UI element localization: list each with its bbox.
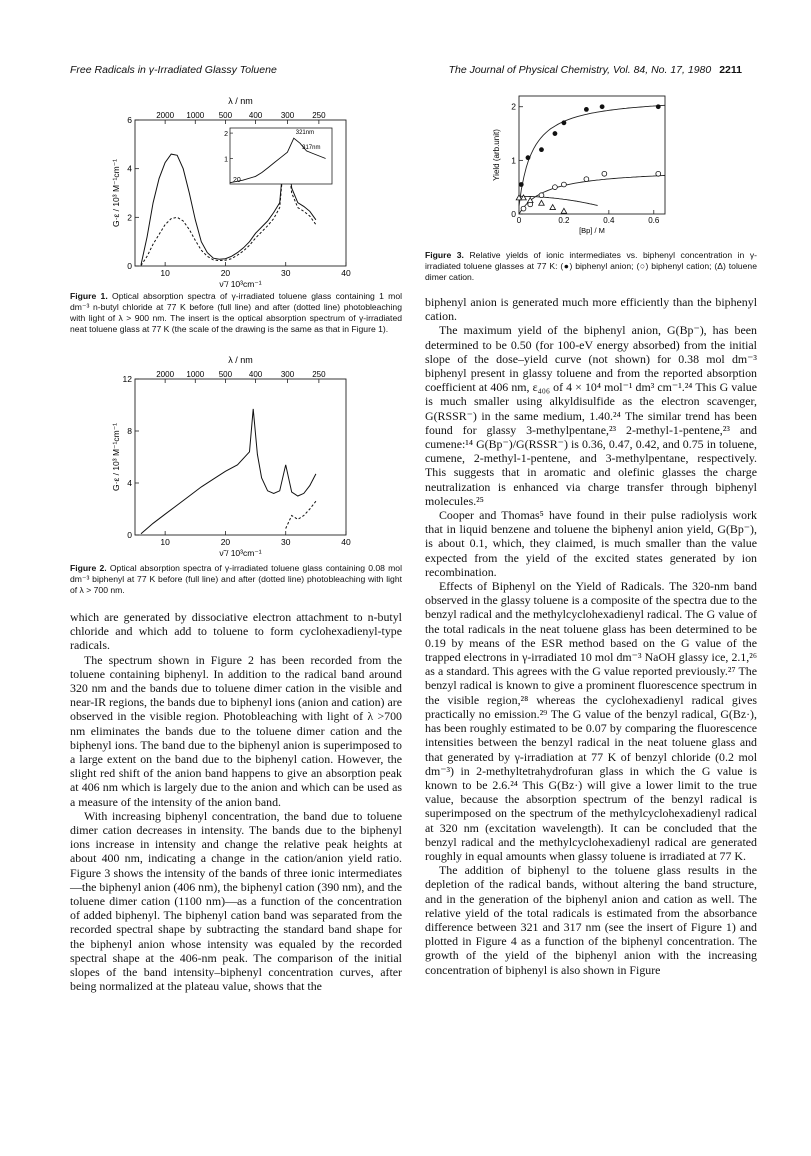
header-left: Free Radicals in γ-Irradiated Glassy Toluene: [70, 64, 277, 76]
paragraph: biphenyl anion is generated much more efficiently than the biphenyl cation.: [425, 295, 757, 324]
y-tick-label: 0: [127, 261, 132, 271]
y-tick-label: 0: [127, 530, 132, 540]
figure-1: [70, 88, 402, 335]
right-body-text: [425, 295, 757, 977]
top-tick-label: 300: [280, 111, 295, 120]
paragraph: The maximum yield of the biphenyl anion, G(Bp⁻), has been determined to be 0.50 (for 100-eV energy absorbed) from the initial slope of the dose–yield curve (not shown) for 0.38 mol dm⁻³ biphenyl present in glassy toluene and from the reported absorption coefficient at 406 nm, ε₄₀₆ of 4 × 10⁴ mol⁻¹ dm³ cm⁻¹.²⁴ This G value is much smaller using alkyldisulfide as the electron scavenger, G(RSSR⁻) in the same medium, 1.40.²⁴ The similar trend has been found for glassy 3-methylpentane,²³ 2-methyl-1-pentene,²³ and cumene:¹⁴ G(Bp⁻)/G(RSSR⁻) is 0.36, 0.47, 0.42, and 0.75 in toluene, cumene, 2-methyl-1-pentene, and 3-methylpentane, respectively. This suggests that in aromatic and olefinic glasses the charge neutralization is enhanced via charge transfer through biphenyl molecules.²⁵: [425, 323, 757, 508]
top-tick-label: 1000: [186, 370, 205, 379]
dimer-data-point: [527, 198, 533, 203]
top-tick-label: 250: [312, 111, 326, 120]
y-tick-label: 2: [511, 101, 516, 112]
left-column: [70, 88, 402, 993]
top-tick-label: 300: [280, 370, 295, 379]
y-tick-label: 2: [127, 212, 132, 223]
x-tick-label: 40: [341, 268, 351, 278]
top-tick-label: 250: [312, 370, 326, 379]
x-tick-label: 30: [280, 268, 291, 278]
dotted-spectrum-line: [286, 501, 316, 528]
right-column: [425, 88, 757, 977]
running-header: [70, 64, 742, 80]
journal-citation: The Journal of Physical Chemistry, Vol. 84, No. 17, 1980: [448, 64, 712, 76]
y-tick-label: 6: [127, 115, 132, 125]
top-tick-label: 400: [248, 370, 263, 379]
x-axis-label: ν̃ / 10³cm⁻¹: [219, 548, 262, 558]
y-tick-label: 1: [511, 155, 516, 166]
top-axis-label: λ / nm: [228, 355, 253, 365]
figure-2-label: Figure 2.: [70, 563, 107, 573]
figure-2-caption-text: Optical absorption spectra of γ-irradiated toluene glass containing 0.08 mol dm⁻³ biphenyl at 77 K before (full line) and after (dotted line) photobleaching with light of λ > 700 nm.: [70, 563, 402, 595]
solid-spectrum-line: [141, 409, 316, 534]
top-tick-label: 500: [218, 370, 233, 379]
cation-data-point: [553, 185, 558, 190]
figure-2-plot: [70, 349, 402, 559]
cation-data-point: [521, 206, 526, 211]
left-body-text: [70, 610, 402, 993]
figure-1-caption-text: Optical absorption spectra of γ-irradiated toluene glass containing 1 mol dm⁻³ n-butyl chloride at 77 K before (full line) and after (dotted line) photobleaching with light of λ > 900 nm. The insert is the optical absorption spectrum of γ-irradiated neat toluene glass at 77 K (the scale of the drawing is the same as that in Figure 1).: [70, 291, 403, 334]
paragraph: The addition of biphenyl to the toluene glass results in the depletion of the radical bands, without altering the band structure, and in the generation of the biphenyl anion and cation as well. The relative yield of the total radicals is estimated from the absorbance difference between 321 and 317 nm (see the insert of Figure 1) and plotted in Figure 4 as a function of the biphenyl concentration. The growth of the yield of the biphenyl anion with the increasing concentration of biphenyl is also shown in Figure: [425, 863, 757, 977]
dimer-data-point: [550, 205, 556, 210]
cation-data-point: [602, 171, 607, 176]
x-tick-label: 0.4: [603, 216, 615, 225]
dimer-data-point: [561, 208, 567, 213]
figure-2-caption: [70, 563, 402, 596]
anion-data-point: [584, 107, 589, 112]
inset-frame: [230, 128, 332, 184]
x-axis-label: ν̃ / 10³cm⁻¹: [219, 279, 262, 288]
y-axis-label: Yield (arb.unit): [492, 129, 501, 181]
anion-fit-curve: [519, 105, 665, 206]
y-axis-label: G·ε / 10³ M⁻¹cm⁻¹: [111, 158, 121, 228]
inset-y-tick-label: 1: [224, 156, 228, 164]
inset-x-tick-label: 20: [233, 177, 241, 184]
anion-data-point: [562, 120, 567, 125]
y-tick-label: 12: [122, 374, 132, 384]
cation-data-point: [656, 171, 661, 176]
inset-annotation: 321nm: [295, 130, 315, 137]
top-tick-label: 2000: [156, 370, 175, 379]
cation-data-point: [562, 182, 567, 187]
top-tick-label: 500: [218, 111, 233, 120]
y-tick-label: 4: [127, 163, 132, 174]
figure-3-caption: [425, 250, 757, 283]
x-tick-label: 30: [280, 537, 291, 547]
anion-data-point: [656, 104, 661, 109]
x-tick-label: 20: [220, 268, 231, 278]
figure-2: [70, 349, 402, 596]
page-number: 2211: [719, 64, 742, 76]
figure-3: [425, 88, 757, 283]
x-tick-label: 20: [220, 537, 231, 547]
top-tick-label: 2000: [156, 111, 175, 120]
dimer-data-point: [521, 195, 527, 200]
anion-data-point: [600, 104, 605, 109]
y-tick-label: 8: [127, 426, 132, 436]
anion-data-point: [553, 131, 558, 136]
anion-data-point: [526, 155, 531, 160]
anion-data-point: [539, 147, 544, 152]
cation-data-point: [584, 177, 589, 182]
y-axis-label: G·ε / 10³ M⁻¹cm⁻¹: [111, 422, 121, 492]
inset-annotation: 317nm: [302, 145, 321, 152]
figure-3-caption-text: Relative yields of ionic intermediates vs. biphenyl concentration in γ-irradiated toluene glasses at 77 K: (●) biphenyl anion; (○) biphenyl cation; (Δ) toluene dimer cation.: [425, 250, 757, 282]
x-tick-label: 10: [160, 537, 170, 547]
top-axis-label: λ / nm: [228, 96, 253, 106]
top-tick-label: 1000: [186, 111, 205, 120]
figure-3-plot: [425, 88, 757, 248]
paragraph: Effects of Biphenyl on the Yield of Radicals. The 320-nm band observed in the glassy toluene is a composite of the spectra due to the benzyl radical and the methylcyclohexadienyl radical. The G value of the total radicals in the neat toluene glass has been determined to be 0.19 by means of the ESR method based on the G value of the trapped electrons in γ-irradiated 10 mol dm⁻³ NaOH glassy ice, 2.1,²⁶ as a standard. This agrees with the G value reported previously.²⁷ The benzyl radical is known to give a prominent fluorescence spectrum in the visible region,²⁸ whereas the cyclohexadienyl radical gives practically no emission.²⁹ The G value of the benzyl radical, G(Bz·), has been roughly estimated to be 0.07 by comparing the fluorescence intensities between the benzyl radical in the neat toluene glass and that generated by γ-irradiation at 77 K of benzyl chloride (0.2 mol dm⁻³) in 2-methyltetrahydrofuran glass in which the G value is known to be 2.6.²⁴ This G(Bz·) will give a lower limit to the true value, because the absorption spectrum of the benzyl radical is superimposed on the spectrum of the methylcyclohexadienyl radical at 320 nm (excitation wavelength). It can be concluded that the benzyl radical and the methylcyclohexadienyl radical are generated roughly in equal amounts when glassy toluene is irradiated at 77 K.: [425, 579, 757, 863]
y-tick-label: 4: [127, 478, 132, 488]
x-tick-label: 10: [160, 268, 170, 278]
figure-3-label: Figure 3.: [425, 250, 464, 260]
paragraph: With increasing biphenyl concentration, the band due to toluene dimer cation decreases in intensity. The bands due to the biphenyl ions increase in intensity and change the relative peak heights at about 400 nm, indicating a change in the cation/anion yield ratio. Figure 3 shows the intensity of the bands of three ionic intermediates—the biphenyl anion (406 nm), the biphenyl cation (390 nm), and the toluene dimer cation (1100 nm)—as a function of the concentration of added biphenyl. The biphenyl cation band was separated from the recorded spectral shape by subtracting the standard band shape for the biphenyl anion whose intensity was equaled by the recorded spectral shape at the 406-nm peak. The comparison of the initial slopes of the band intensity–biphenyl concentration curves, after being normalized at the plateau value, shows that the: [70, 808, 402, 994]
anion-data-point: [519, 182, 524, 187]
x-tick-label: 0: [516, 216, 522, 225]
figure-1-label: Figure 1.: [70, 291, 108, 301]
paragraph: which are generated by dissociative electron attachment to n-butyl chloride and which add to toluene to form cyclohexadienyl-type radicals.: [70, 610, 402, 653]
paragraph: The spectrum shown in Figure 2 has been recorded from the toluene containing biphenyl. In addition to the radical band around 320 nm and the bands due to toluene dimer cation in the visible and near-IR regions, the bands due to biphenyl ions (anion and cation) are observed in the visible region. Photobleaching with light of λ >700 nm eliminates the bands due to the toluene dimer cation and the biphenyl ions. The band due to the biphenyl anion is superimposed to a large extent on the band due to the biphenyl cation. However, the slight red shift of the anion band happens to give an absorption peak at 406 nm which is largely due to the anion and which can be used as a measure of the intensity of the anion band.: [70, 652, 402, 809]
figure-1-plot: [70, 88, 402, 288]
cation-data-point: [539, 193, 544, 198]
y-tick-label: 0: [511, 209, 516, 219]
x-tick-label: 0.6: [648, 216, 660, 225]
top-tick-label: 400: [248, 111, 263, 120]
paragraph: Cooper and Thomas⁵ have found in their pulse radiolysis work that in liquid benzene and toluene the biphenyl anion yield, G(Bp⁻), is about 0.1, which, they claimed, is much smaller than the value expected from the yield of the excited states generated by ion recombination.: [425, 508, 757, 579]
x-axis-label: [Bp] / M: [579, 226, 605, 235]
inset-y-tick-label: 2: [224, 131, 228, 139]
plot-frame: [135, 379, 346, 535]
dimer-data-point: [539, 200, 545, 205]
x-tick-label: 0.2: [558, 216, 570, 225]
x-tick-label: 40: [341, 537, 351, 547]
figure-1-caption: [70, 291, 402, 335]
header-right: [449, 64, 742, 76]
